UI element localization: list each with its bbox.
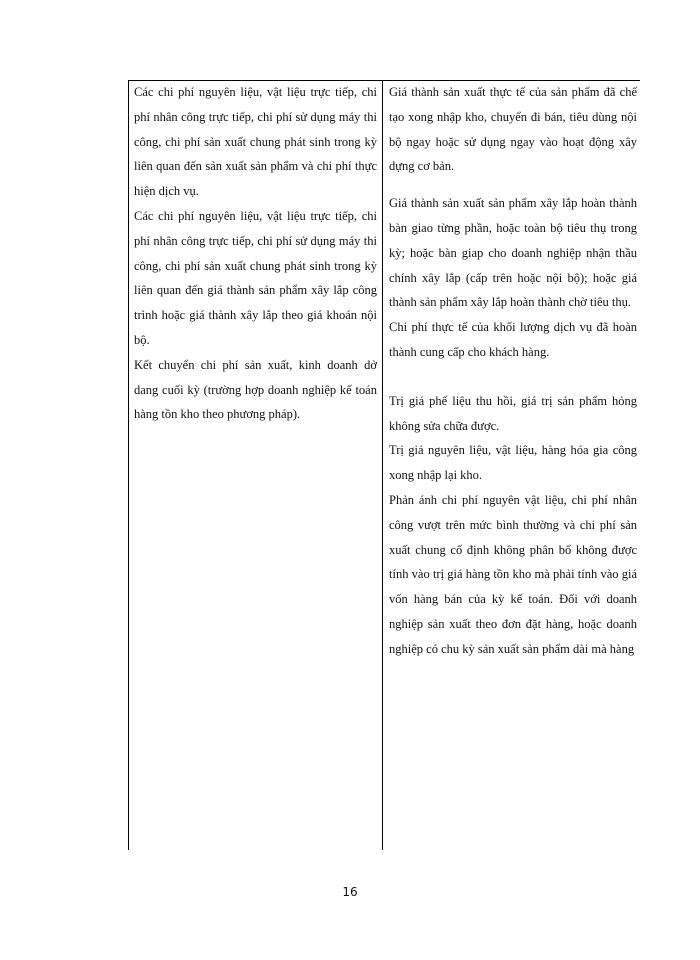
credit-entry-6: Phản ánh chi phí nguyên vật liệu, chi phí nhân công vượt trên mức bình thường và chi phí sản xuất chung cố định không phân bổ không được tính vào trị giá hàng tồn kho mà phải tính vào giá vốn hàng bán của kỳ kế toán. Đối với doanh nghiệp sản xuất theo đơn đặt hàng, hoặc doanh nghiệp có chu kỳ sản xuất sản phẩm dài mà hàng: [389, 492, 637, 656]
account-entries-table: [128, 80, 640, 850]
credit-entry-2: Giá thành sản xuất sản phẩm xây lắp hoàn thành bàn giao từng phần, hoặc toàn bộ tiêu thụ trong kỳ; hoặc bàn giap cho doanh nghiệp nhận thầu chính xây lắp (cấp trên hoặc nội bộ); hoặc giá thành sản phẩm xây lắp hoàn thành chờ tiêu thụ.: [389, 196, 637, 310]
debit-entry-2: Các chi phí nguyên liệu, vật liệu trực tiếp, chi phí nhân công trực tiếp, chi phí sử dụng máy thi công, chi phí sản xuất chung phát sinh trong kỳ liên quan đến giá thành sản phẩm xây lắp công trình hoặc giá thành xây lắp theo giá khoán nội bộ.: [134, 208, 377, 347]
credit-entry-5: Trị giá nguyên liệu, vật liệu, hàng hóa gia công xong nhập lại kho.: [389, 443, 637, 483]
credit-entry-1: Giá thành sản xuất thực tế của sản phẩm đã chế tạo xong nhập kho, chuyển đi bán, tiêu dùng nội bộ ngay hoặc sử dụng ngay vào hoạt động xây dựng cơ bản.: [389, 85, 637, 174]
debit-entry-3: Kết chuyển chi phí sản xuất, kinh doanh dở dang cuối kỳ (trường hợp doanh nghiệp kế toán hàng tồn kho theo phương pháp).: [134, 357, 377, 422]
page-number: 16: [342, 885, 358, 899]
table-column-divider: [382, 80, 383, 850]
debit-column: [134, 80, 377, 427]
credit-entry-4: Trị giá phế liệu thu hồi, giá trị sản phẩm hỏng không sửa chữa được.: [389, 393, 637, 433]
debit-entry-1: Các chi phí nguyên liệu, vật liệu trực tiếp, chi phí nhân công trực tiếp, chi phí sử dụng máy thi công, chi phí sản xuất chung phát sinh trong kỳ liên quan đến sản xuất sản phẩm và chi phí thực hiện dịch vụ.: [134, 85, 377, 199]
credit-entry-3: Chi phí thực tế của khối lượng dịch vụ đã hoàn thành cung cấp cho khách hàng.: [389, 320, 637, 359]
table-left-border: [128, 80, 129, 850]
credit-column: [389, 80, 637, 662]
